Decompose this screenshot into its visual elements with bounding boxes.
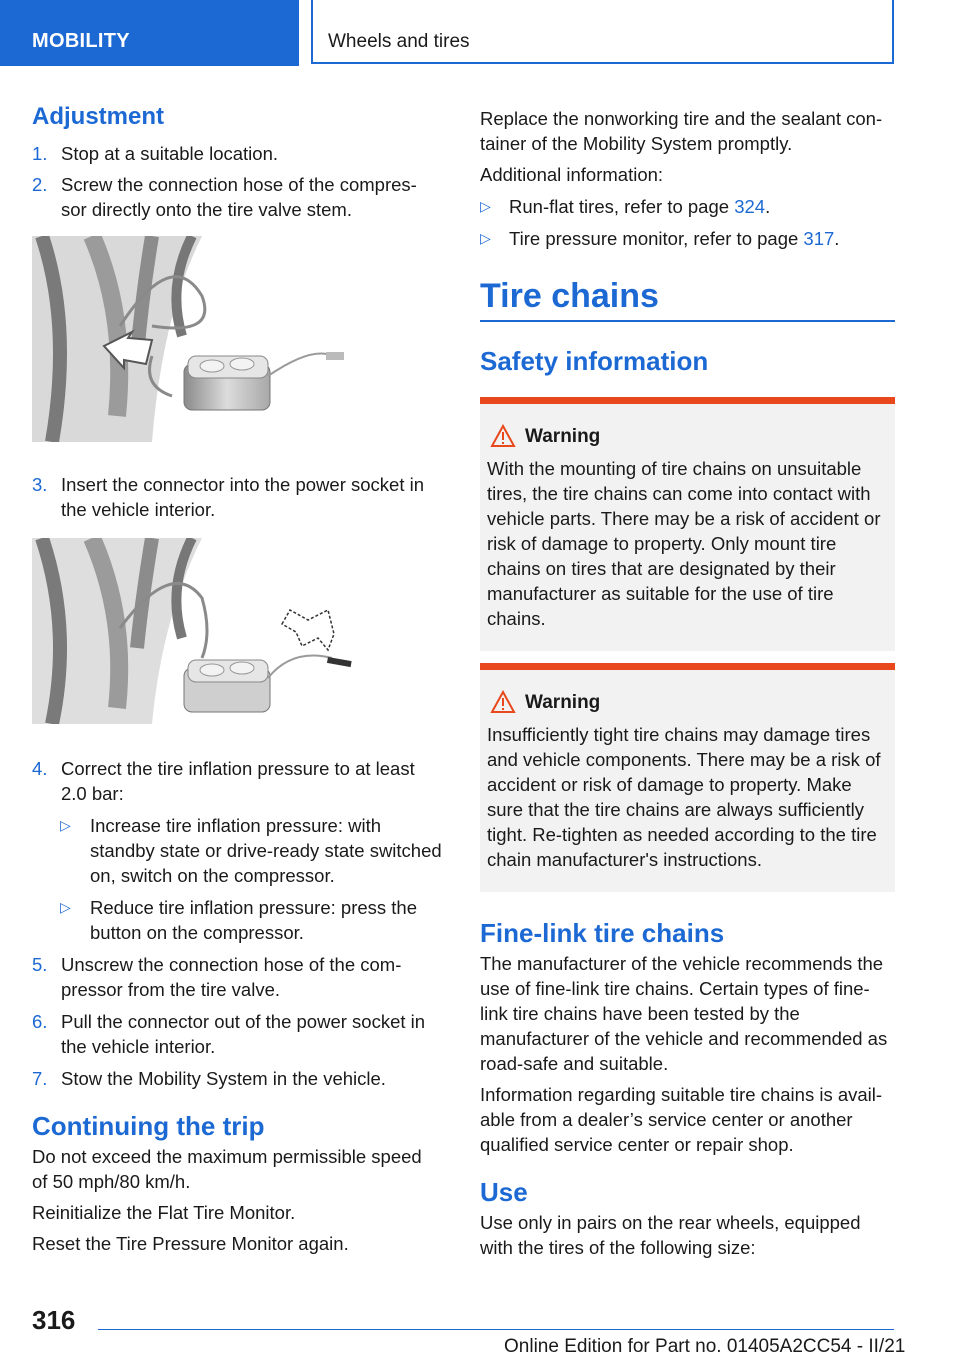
- step-number: 1.: [32, 143, 48, 164]
- step-number: 4.: [32, 758, 48, 779]
- bullet-end: .: [765, 196, 771, 217]
- left-column: [32, 103, 442, 1256]
- chapter-title: Wheels and tires: [328, 31, 470, 52]
- adjustment-heading: Adjustment: [32, 103, 164, 130]
- fine-link-para: The manufacturer of the vehicle recommends the use of fine-link tire chains. Certain types of fine-link tire chains have been tested by the manufacturer of the vehicle and recommended as road-safe and suitable.: [480, 953, 888, 1074]
- step-number: 7.: [32, 1068, 48, 1089]
- intro-para: Replace the nonworking tire and the sealant con‐tainer of the Mobility System promptly.: [480, 108, 883, 154]
- use-para: Use only in pairs on the rear wheels, equipped with the tires of the following size:: [480, 1212, 861, 1258]
- warning-box: [480, 397, 895, 651]
- power-socket-illustration: [32, 538, 442, 724]
- triangle-bullet-icon: ▷: [480, 198, 491, 214]
- page-link[interactable]: 317: [803, 228, 835, 249]
- triangle-bullet-icon: ▷: [60, 899, 71, 915]
- page-header: [0, 0, 960, 66]
- warning-title: [487, 424, 888, 450]
- page-link[interactable]: 324: [734, 196, 766, 217]
- step-text: Insert the connector into the power socket in the vehicle interior.: [61, 474, 425, 520]
- edition-text: Online Edition for Part no. 01405A2CC54 - II/21: [504, 1336, 906, 1357]
- list-item: [32, 952, 442, 1002]
- additional-label: Additional information:: [480, 164, 664, 185]
- step-text: Pull the connector out of the power socket in the vehicle interior.: [61, 1011, 426, 1057]
- list-item: [32, 1066, 442, 1091]
- warning-title: [487, 690, 888, 716]
- use-heading: Use: [480, 1177, 528, 1207]
- list-item: [32, 141, 442, 166]
- page-footer: [0, 1296, 960, 1362]
- warning-box: [480, 663, 895, 892]
- triangle-bullet-icon: ▷: [480, 230, 491, 246]
- safety-heading: Safety information: [480, 346, 709, 376]
- footer-rule: [98, 1329, 894, 1330]
- fine-link-para: Information regarding suitable tire chains is avail‐able from a dealer’s service center or another qualified service center or repair shop.: [480, 1084, 883, 1155]
- step-text: Stow the Mobility System in the vehicle.: [61, 1068, 386, 1089]
- list-item: [480, 194, 895, 219]
- step-text: Unscrew the connection hose of the com‐pressor from the tire valve.: [61, 954, 402, 1000]
- step-number: 3.: [32, 474, 48, 495]
- section-title-block: [480, 277, 895, 322]
- bullet-end: .: [834, 228, 840, 249]
- section-label: MOBILITY: [32, 30, 130, 52]
- sub-text: Reduce tire inflation pressure: press the button on the compressor.: [90, 897, 418, 943]
- sub-list-item: [32, 813, 442, 888]
- sub-list-item: [32, 895, 442, 945]
- fine-link-heading: Fine-link tire chains: [480, 918, 725, 948]
- chapter-tab[interactable]: [311, 0, 894, 64]
- continuing-para: Do not exceed the maximum permissible speed of 50 mph/80 km/h.: [32, 1146, 422, 1192]
- triangle-bullet-icon: ▷: [60, 817, 71, 833]
- section-tab[interactable]: [0, 0, 299, 66]
- warning-triangle-icon: [490, 690, 516, 714]
- compressor-hose-illustration: [32, 236, 442, 442]
- list-item: [32, 472, 442, 522]
- warning-title-text: Warning: [525, 692, 601, 713]
- bullet-text: Run-flat tires, refer to page: [509, 196, 735, 217]
- continuing-para: Reinitialize the Flat Tire Monitor.: [32, 1202, 296, 1223]
- list-item: [32, 172, 442, 222]
- step-text: Correct the tire inflation pressure to at least 2.0 bar:: [61, 758, 415, 804]
- warning-text: Insufficiently tight tire chains may damage tires and vehicle components. There may be a risk of accident or risk of damage to property. Make sure that the tire chains are always sufficiently tight. Re-tighten as needed according to the tire chain manufacturer's instructions.: [487, 724, 881, 870]
- list-item: [480, 226, 895, 251]
- step-number: 2.: [32, 174, 48, 195]
- sub-text: Increase tire inflation pressure: with standby state or drive-ready state switched on, switch on the compressor.: [90, 815, 442, 886]
- step-text: Stop at a suitable location.: [61, 143, 279, 164]
- continuing-heading: Continuing the trip: [32, 1111, 265, 1141]
- step-text: Screw the connection hose of the compres‐sor directly onto the tire valve stem.: [61, 174, 417, 220]
- right-column: [480, 106, 895, 1260]
- bullet-text: Tire pressure monitor, refer to page: [509, 228, 804, 249]
- continuing-para: Reset the Tire Pressure Monitor again.: [32, 1233, 349, 1254]
- warning-triangle-icon: [490, 424, 516, 448]
- page-number: 316: [32, 1305, 76, 1335]
- step-number: 6.: [32, 1011, 48, 1032]
- list-item: [32, 1009, 442, 1059]
- warning-text: With the mounting of tire chains on unsuitable tires, the tire chains can come into contact with vehicle parts. There may be a risk of accident or risk of damage to property. Only mount tire chains on tires that are designated by their manufacturer as suitable for the use of tire chains.: [487, 458, 881, 629]
- section-title: Tire chains: [480, 277, 659, 315]
- warning-title-text: Warning: [525, 426, 601, 447]
- list-item: [32, 756, 442, 806]
- step-number: 5.: [32, 954, 48, 975]
